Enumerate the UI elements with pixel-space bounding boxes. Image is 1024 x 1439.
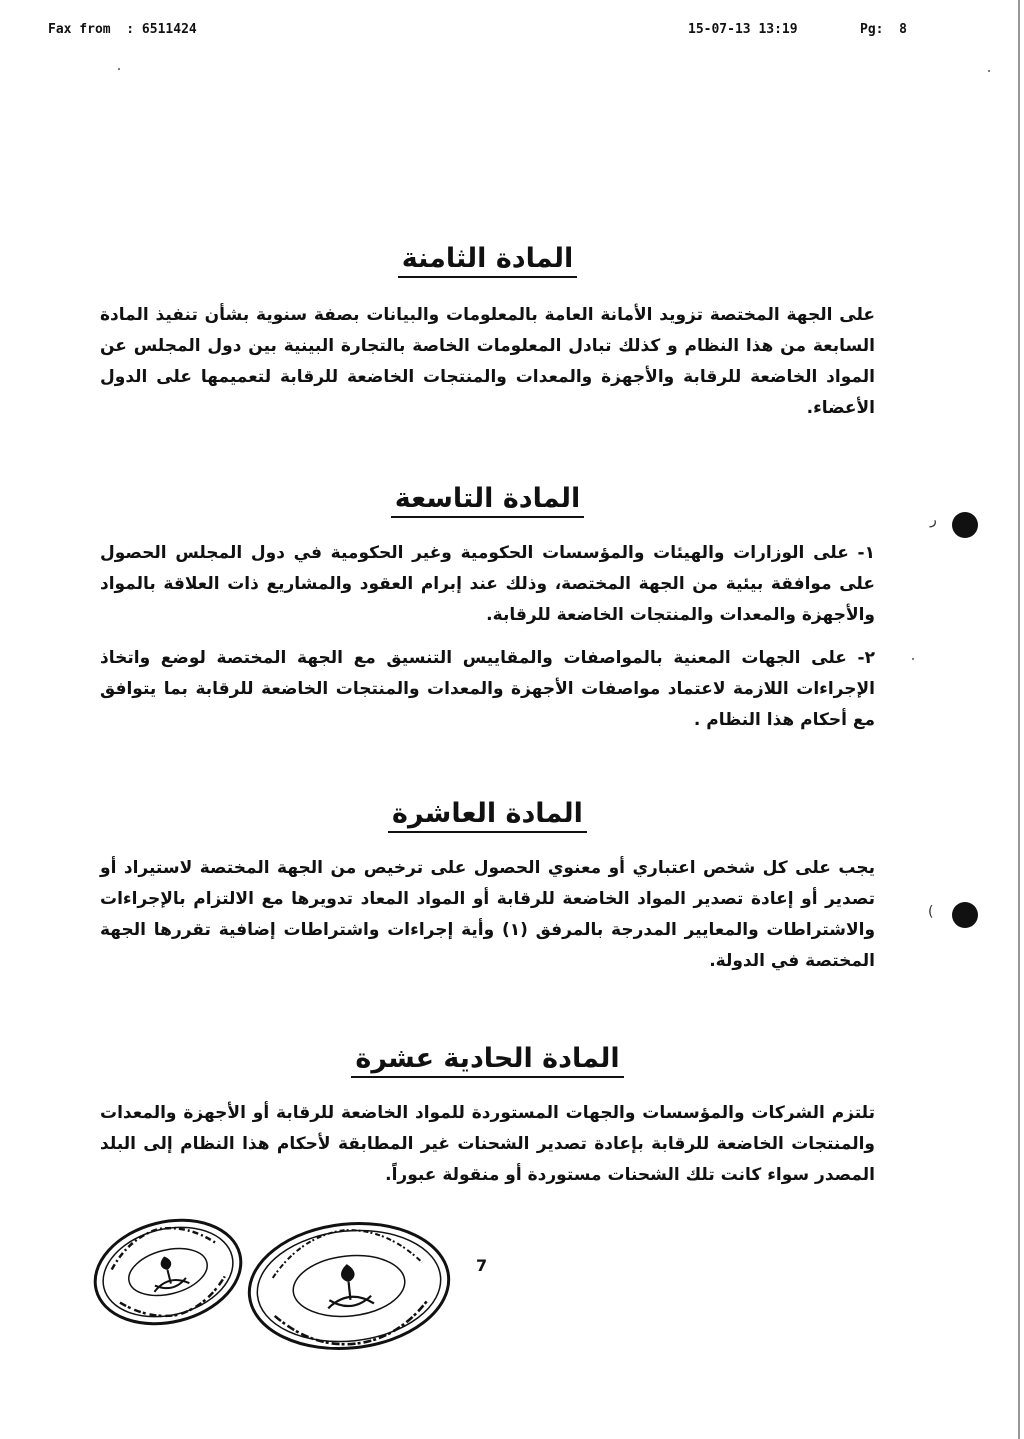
punch-hole-mark: ر: [930, 512, 937, 528]
article-tenth: [100, 795, 875, 977]
article-title-text: المادة التاسعة: [391, 483, 585, 518]
article-paragraph: تلتزم الشركات والمؤسسات والجهات المستوردة للمواد الخاضعة للرقابة أو الأجهزة والمعدات والمنتجات الخاضعة للرقابة بإعادة تصدير الشحنات غير المطابقة لأحكام هذا النظام إلى البلد المصدر سواء كانت تلك الشحنات مستوردة أو منقولة عبوراً.: [100, 1103, 875, 1185]
scan-speck: [118, 68, 120, 70]
page-edge-shadow: [1018, 0, 1020, 1439]
article-title: [100, 1040, 875, 1078]
fax-from-number: : 6511424: [126, 22, 197, 37]
fax-page-label: Pg:: [860, 22, 884, 37]
fax-header: [48, 22, 928, 42]
fax-from-label: Fax from: [48, 22, 111, 37]
fax-page-indicator: [860, 22, 907, 37]
council-secretariat-seal: [88, 1212, 248, 1332]
scan-speck: [988, 70, 990, 72]
article-title: [100, 240, 875, 278]
article-title: [100, 480, 875, 518]
article-title-text: المادة العاشرة: [388, 798, 587, 833]
punch-hole: [952, 512, 978, 538]
article-title-text: المادة الحادية عشرة: [351, 1043, 623, 1078]
experts-commission-seal: [244, 1218, 454, 1354]
page-number: 7: [476, 1256, 488, 1275]
punch-hole: [952, 902, 978, 928]
article-title: [100, 795, 875, 833]
article-paragraph: يجب على كل شخص اعتباري أو معنوي الحصول على ترخيص من الجهة المختصة لاستيراد أو تصدير أو إعادة تصدير المواد الخاضعة للرقابة أو المواد المعاد تدويرها مع الالتزام بالإجراءات والاشتراطات والمعايير المدرجة بالمرفق (١) وأية إجراءات واشتراطات إضافية تقررها الجهة المختصة في الدولة.: [100, 858, 876, 971]
fax-page-value: 8: [899, 22, 907, 37]
scan-speck: [912, 658, 914, 660]
punch-hole-mark: (: [928, 904, 934, 920]
article-paragraph: ١- على الوزارات والهيئات والمؤسسات الحكومية وغير الحكومية في دول المجلس الحصول على موافقة بيئية من الجهة المختصة، وذلك عند إبرام العقود والمشاريع ذات العلاقة بالمواد والأجهزة والمعدات والمنتجات الخاضعة للرقابة.: [100, 543, 875, 625]
fax-datetime: 15-07-13 13:19: [688, 22, 798, 37]
article-eighth: [100, 240, 875, 424]
article-title-text: المادة الثامنة: [398, 243, 578, 278]
article-paragraph: على الجهة المختصة تزويد الأمانة العامة بالمعلومات والبيانات بصفة سنوية بشأن تنفيذ المادة السابعة من هذا النظام و كذلك تبادل المعلومات الخاصة بالتجارة البينية بين دول المجلس عن المواد الخاضعة للرقابة والأجهزة والمعدات والمنتجات الخاضعة للرقابة لتعميمها على الدول الأعضاء.: [100, 305, 875, 418]
article-paragraph: ٢- على الجهات المعنية بالمواصفات والمقاييس التنسيق مع الجهة المختصة لوضع واتخاذ الإجراءات اللازمة لاعتماد مواصفات الأجهزة والمعدات والمنتجات الخاضعة للرقابة بما يتوافق مع أحكام هذا النظام .: [100, 648, 875, 730]
article-eleventh: [100, 1040, 875, 1191]
fax-from: [48, 22, 197, 37]
article-ninth: [100, 480, 875, 736]
